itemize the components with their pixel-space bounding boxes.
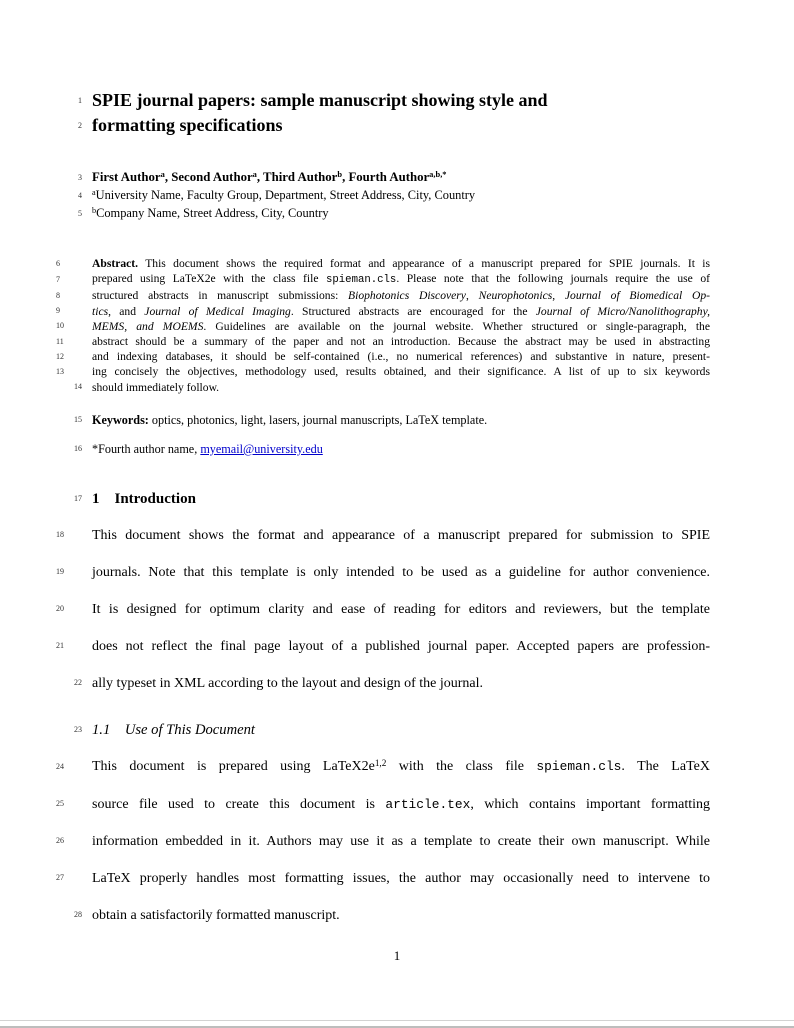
line-text: a xyxy=(160,169,165,180)
line-text: a xyxy=(252,169,257,180)
subsection-line xyxy=(74,720,710,740)
line-text: spieman.cls xyxy=(325,274,397,287)
body-line xyxy=(56,554,710,591)
line-text: , Third Author xyxy=(256,170,338,184)
line-text: obtain a satisfactorily formatted manuscript. xyxy=(92,907,340,923)
line-text: First Author xyxy=(92,170,161,184)
line-number: 24 xyxy=(56,761,64,771)
line-number: 7 xyxy=(56,274,60,284)
keywords-line xyxy=(74,412,710,428)
line-number: 22 xyxy=(74,678,82,688)
line-text: Journal of Micro/Nanolithography, xyxy=(535,304,710,318)
line-text: Company Name, Street Address, City, Country xyxy=(96,206,329,220)
line-text: should immediately follow. xyxy=(92,380,220,394)
line-text: *Fourth author name, xyxy=(92,441,201,456)
line-text: b xyxy=(337,169,343,180)
line-text: Journal of Biomedical Op- xyxy=(564,289,710,303)
line-number: 9 xyxy=(56,306,60,316)
line-text: journals. Note that this template is only intended to be used as a guideline for author convenience. xyxy=(92,564,710,580)
line-number: 3 xyxy=(78,172,82,182)
line-text: 1 Introduction xyxy=(92,490,196,507)
title-line xyxy=(78,113,710,138)
abstract-line xyxy=(56,319,710,334)
line-text: , which contains important formatting xyxy=(470,796,710,812)
line-text: , Fourth Author xyxy=(342,170,430,184)
line-text: , xyxy=(465,289,479,303)
line-number: 19 xyxy=(56,567,64,577)
line-number: 18 xyxy=(56,530,64,540)
line-text: Keywords: xyxy=(92,412,149,427)
body-line xyxy=(56,517,710,554)
line-text: abstract should be a summary of the paper and not an introduction. Because the abstract may be used in abstracting xyxy=(92,335,710,349)
line-number: 8 xyxy=(56,291,60,300)
body-line xyxy=(56,823,710,860)
line-text: b xyxy=(92,206,97,216)
affil-line xyxy=(78,187,710,205)
body-line xyxy=(74,665,710,702)
line-text: article.tex xyxy=(385,796,471,812)
line-number: 10 xyxy=(56,321,64,331)
body-line xyxy=(56,786,710,823)
line-number: 25 xyxy=(56,799,64,809)
line-number: 15 xyxy=(74,414,82,424)
line-number: 26 xyxy=(56,836,64,846)
line-text: with the class file xyxy=(386,758,537,774)
line-number: 21 xyxy=(56,641,64,651)
line-text: formatting specifications xyxy=(92,115,283,135)
line-number: 12 xyxy=(56,351,64,361)
line-text: . Guidelines are available on the journal website. Whether structured or single-paragraph, the xyxy=(203,319,710,333)
abstract-line xyxy=(56,334,710,349)
line-number: 4 xyxy=(78,191,82,200)
line-text: spieman.cls xyxy=(536,758,622,774)
line-text: ing concisely the objectives, methodology used, results obtained, and their significance. A list of up to six keywords xyxy=(92,365,710,379)
line-text: and indexing databases, it should be self-contained (i.e., no numerical references) and substantive in nature, present- xyxy=(92,350,710,364)
line-text: structured abstracts in manuscript submissions: xyxy=(92,289,349,303)
body-line xyxy=(56,628,710,665)
abstract-line xyxy=(56,304,710,319)
line-text: ally typeset in XML according to the layout and design of the journal. xyxy=(92,675,483,691)
line-text: Journal of Medical Imaging xyxy=(144,304,291,318)
line-text: This document shows the required format and appearance of a manuscript prepared for SPIE journals. It is xyxy=(138,257,710,270)
line-number: 6 xyxy=(56,258,60,268)
line-text: This document shows the format and appearance of a manuscript prepared for submission to SPIE xyxy=(92,527,710,543)
abstract-line xyxy=(56,349,710,364)
abstract-line xyxy=(56,271,711,288)
page-separator xyxy=(0,1020,794,1021)
body-line xyxy=(56,748,710,786)
abstract-line xyxy=(74,380,710,395)
affil-line xyxy=(78,205,710,223)
line-number: 11 xyxy=(56,336,64,346)
abstract-line xyxy=(56,288,710,303)
title-line xyxy=(78,88,710,113)
body-line xyxy=(74,897,710,934)
line-text: LaTeX properly handles most formatting issues, the author may occasionally need to intervene to xyxy=(92,870,710,886)
line-number: 14 xyxy=(74,382,82,392)
line-text: 1.1 Use of This Document xyxy=(92,721,255,738)
footnote-line xyxy=(74,441,710,457)
section-line xyxy=(74,489,710,509)
line-text: Neurophotonics xyxy=(478,289,553,303)
line-text: , Second Author xyxy=(164,170,253,184)
line-text: optics, photonics, light, lasers, journal manuscripts, LaTeX template. xyxy=(148,412,488,427)
line-number: 27 xyxy=(56,873,64,883)
line-text: Biophotonics Discovery xyxy=(348,289,466,303)
email-link[interactable]: myemail@university.edu xyxy=(200,441,323,456)
abstract-line xyxy=(56,364,710,379)
line-text: prepared using LaTeX2e with the class file xyxy=(92,272,326,286)
line-text: . The LaTeX xyxy=(621,758,710,774)
line-text: SPIE journal papers: sample manuscript showing style and xyxy=(92,90,548,110)
body-line xyxy=(56,591,710,628)
abstract-line xyxy=(56,256,710,271)
page-number: 1 xyxy=(393,948,401,963)
line-number: 5 xyxy=(78,209,82,218)
line-text: . Structured abstracts are encouraged for the xyxy=(290,304,536,318)
line-number: 2 xyxy=(78,120,82,130)
line-number: 28 xyxy=(74,910,82,920)
line-text: , and xyxy=(108,304,145,318)
line-text: It is designed for optimum clarity and ease of reading for editors and reviewers, but the template xyxy=(92,601,710,617)
manuscript-body xyxy=(56,88,711,934)
line-text: This document is prepared using LaTeX2e xyxy=(92,758,375,774)
line-text: does not reflect the final page layout of a published journal paper. Accepted papers are profession- xyxy=(92,638,710,654)
body-line xyxy=(56,860,710,897)
line-text: information embedded in it. Authors may use it as a template to create their own manuscript. While xyxy=(92,833,710,849)
line-text: Abstract. xyxy=(92,257,139,270)
line-text: MEMS, and MOEMS xyxy=(92,319,204,333)
line-number: 20 xyxy=(56,604,64,614)
line-text: University Name, Faculty Group, Department, Street Address, City, Country xyxy=(95,188,476,202)
line-number: 13 xyxy=(56,367,64,377)
line-text: source file used to create this document is xyxy=(92,796,386,812)
authors-line xyxy=(78,168,710,187)
line-text: 1,2 xyxy=(374,757,387,768)
line-number: 16 xyxy=(74,443,82,453)
line-number: 23 xyxy=(74,724,82,734)
line-text: tics xyxy=(92,304,109,318)
line-text: a xyxy=(92,188,96,198)
line-text: , xyxy=(552,289,565,303)
line-text: a,b,* xyxy=(429,169,447,180)
line-text: . Please note that the following journals require the use of xyxy=(396,272,711,286)
line-number: 17 xyxy=(74,493,82,503)
line-number: 1 xyxy=(78,95,82,105)
